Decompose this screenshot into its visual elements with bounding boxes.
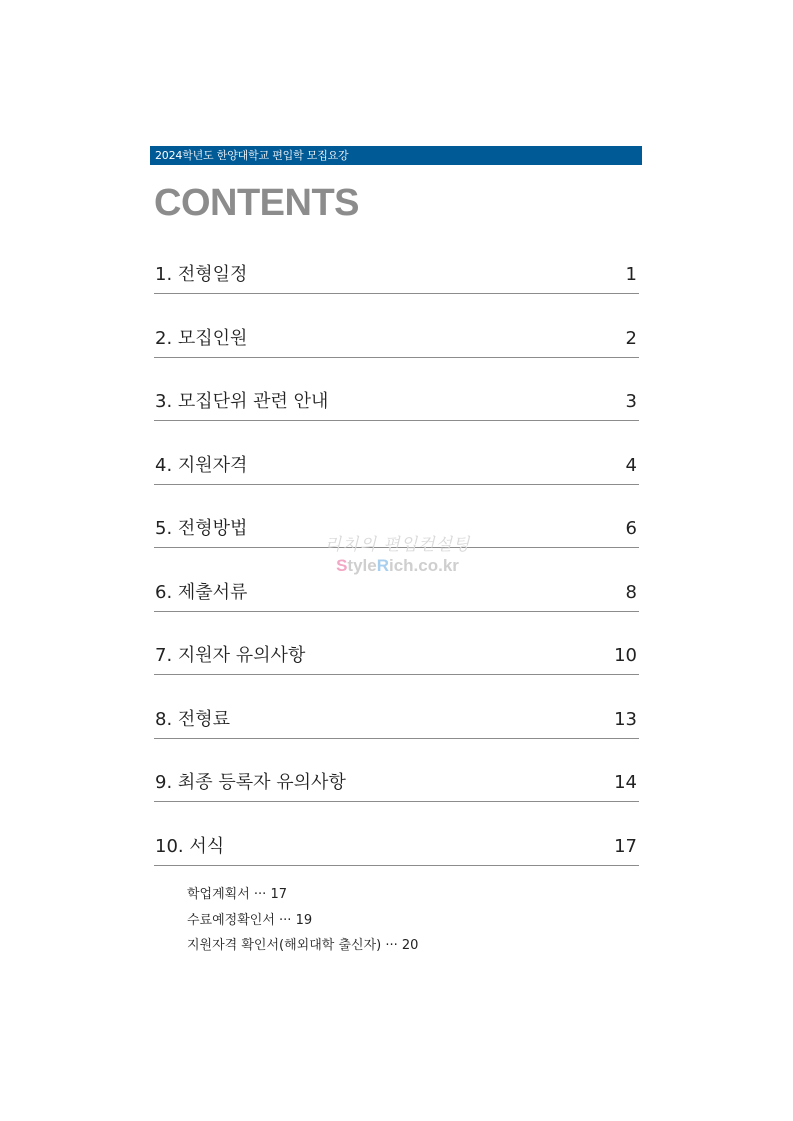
toc-label: 4. 지원자격 (155, 454, 248, 476)
toc-row[interactable] (154, 509, 639, 548)
toc-row[interactable] (154, 763, 639, 802)
toc-page-number: 3 (625, 391, 637, 412)
toc-row[interactable] (154, 446, 639, 485)
toc-row[interactable] (154, 573, 639, 612)
toc-label: 7. 지원자 유의사항 (155, 645, 306, 666)
toc-label: 1. 전형일정 (155, 264, 248, 285)
toc-page-number: 8 (625, 581, 637, 603)
toc-page-number: 17 (614, 835, 637, 857)
toc-label: 8. 전형료 (155, 708, 231, 730)
toc-label: 3. 모집단위 관련 안내 (155, 391, 329, 412)
toc-page-number: 2 (625, 327, 637, 349)
forms-sublist (187, 882, 418, 959)
toc-label: 6. 제출서류 (155, 581, 248, 603)
table-of-contents (154, 255, 639, 890)
sublist-item[interactable]: 지원자격 확인서(해외대학 출신자) ··· 20 (187, 938, 419, 953)
sublist-item[interactable]: 학업계획서 ··· 17 (187, 887, 287, 902)
toc-label: 5. 전형방법 (155, 518, 248, 539)
toc-page-number: 10 (614, 645, 637, 666)
watermark-text: 리치의 편입컨설팅 (324, 535, 471, 555)
toc-label: 9. 최종 등록자 유의사항 (155, 772, 346, 793)
header-title: 2024학년도 한양대학교 편입학 모집요강 (155, 149, 349, 162)
header-bar (150, 146, 642, 165)
toc-row[interactable] (154, 319, 639, 358)
watermark-url: StyleRich.co.kr (336, 556, 459, 575)
toc-row[interactable] (154, 255, 639, 294)
sublist-item[interactable]: 수료예정확인서 ··· 19 (187, 912, 313, 928)
contents-title: CONTENTS (154, 182, 359, 224)
toc-label: 10. 서식 (155, 835, 225, 857)
toc-row[interactable] (154, 700, 639, 739)
toc-page-number: 6 (625, 518, 637, 539)
toc-row[interactable] (154, 636, 639, 675)
toc-page-number: 1 (625, 264, 637, 285)
toc-row[interactable] (154, 382, 639, 421)
toc-label: 2. 모집인원 (155, 327, 248, 349)
toc-page-number: 13 (614, 708, 637, 730)
toc-page-number: 14 (614, 772, 637, 793)
toc-row[interactable] (154, 827, 639, 866)
toc-page-number: 4 (625, 454, 637, 476)
